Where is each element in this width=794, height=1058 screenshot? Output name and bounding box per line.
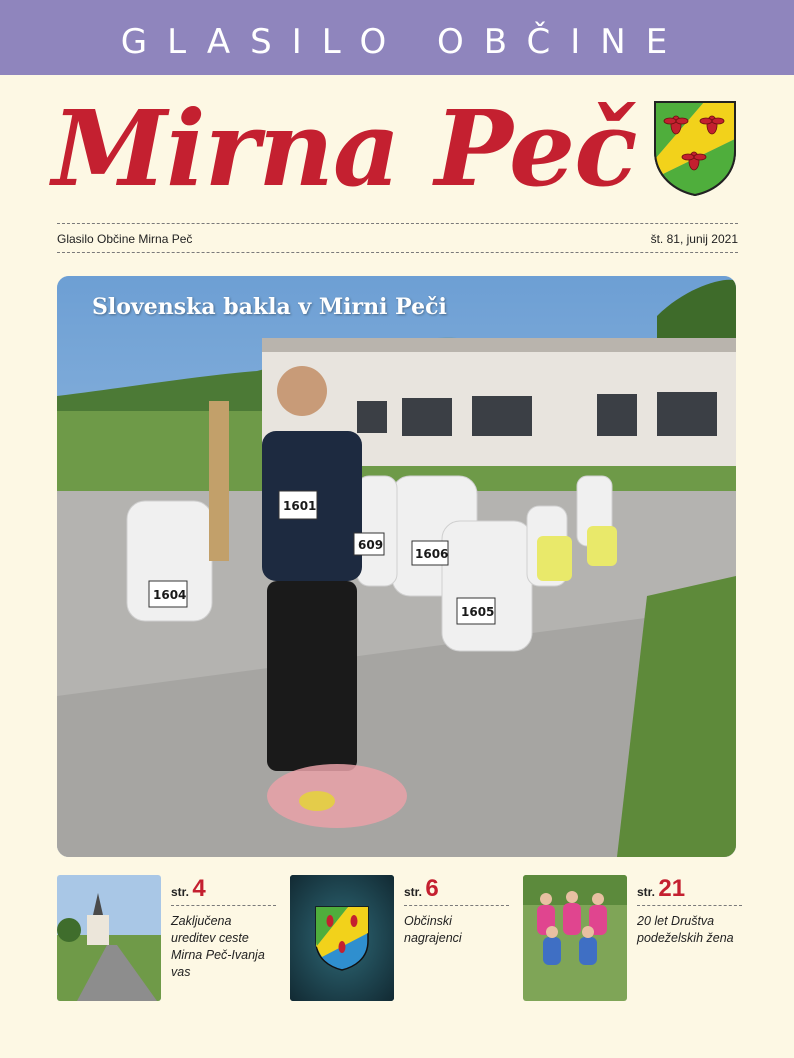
issue-number: št. 81, junij 2021	[650, 232, 738, 246]
cover-photo	[57, 276, 736, 857]
header-rule-bottom	[57, 252, 738, 253]
teaser-3-text: 20 let Društva podeželskih žena	[637, 914, 734, 945]
teaser-1-page: 4	[192, 875, 206, 902]
teaser-3-prefix: str.	[637, 885, 656, 899]
bib-1605: 1605	[461, 605, 495, 619]
teaser-photo-women[interactable]	[523, 875, 627, 1001]
cover-title: Slovenska bakla v Mirni Peči	[92, 294, 447, 320]
bib-609: 609	[358, 538, 384, 552]
publication-name: Glasilo Občine Mirna Peč	[57, 232, 193, 246]
teaser-3	[637, 875, 742, 947]
teaser-photo-crest[interactable]	[290, 875, 394, 1001]
band-title: GLASILO OBČINE	[120, 22, 688, 62]
cover-photo-illustration	[57, 276, 736, 857]
header-rule-top	[57, 223, 738, 224]
teaser-1-text: Zaključena ureditev ceste Mirna Peč-Ivanja vas	[171, 914, 265, 979]
coat-of-arms-icon	[652, 99, 738, 197]
bib-1601: 1601	[283, 499, 317, 513]
teaser-3-page: 21	[658, 875, 686, 902]
teaser-2-prefix: str.	[404, 885, 423, 899]
teaser-2	[404, 875, 509, 947]
teaser-photo-road[interactable]	[57, 875, 161, 1001]
teaser-1	[171, 875, 276, 981]
award-crest-icon	[290, 875, 394, 1001]
bib-1606: 1606	[415, 547, 449, 561]
teaser-1-prefix: str.	[171, 885, 190, 899]
teaser-2-page: 6	[425, 875, 439, 902]
top-band	[0, 0, 794, 75]
bib-1604: 1604	[153, 588, 187, 602]
issue-line	[57, 232, 738, 246]
masthead-title: Mirna Peč	[52, 87, 637, 210]
teaser-2-text: Občinski nagrajenci	[404, 914, 462, 945]
